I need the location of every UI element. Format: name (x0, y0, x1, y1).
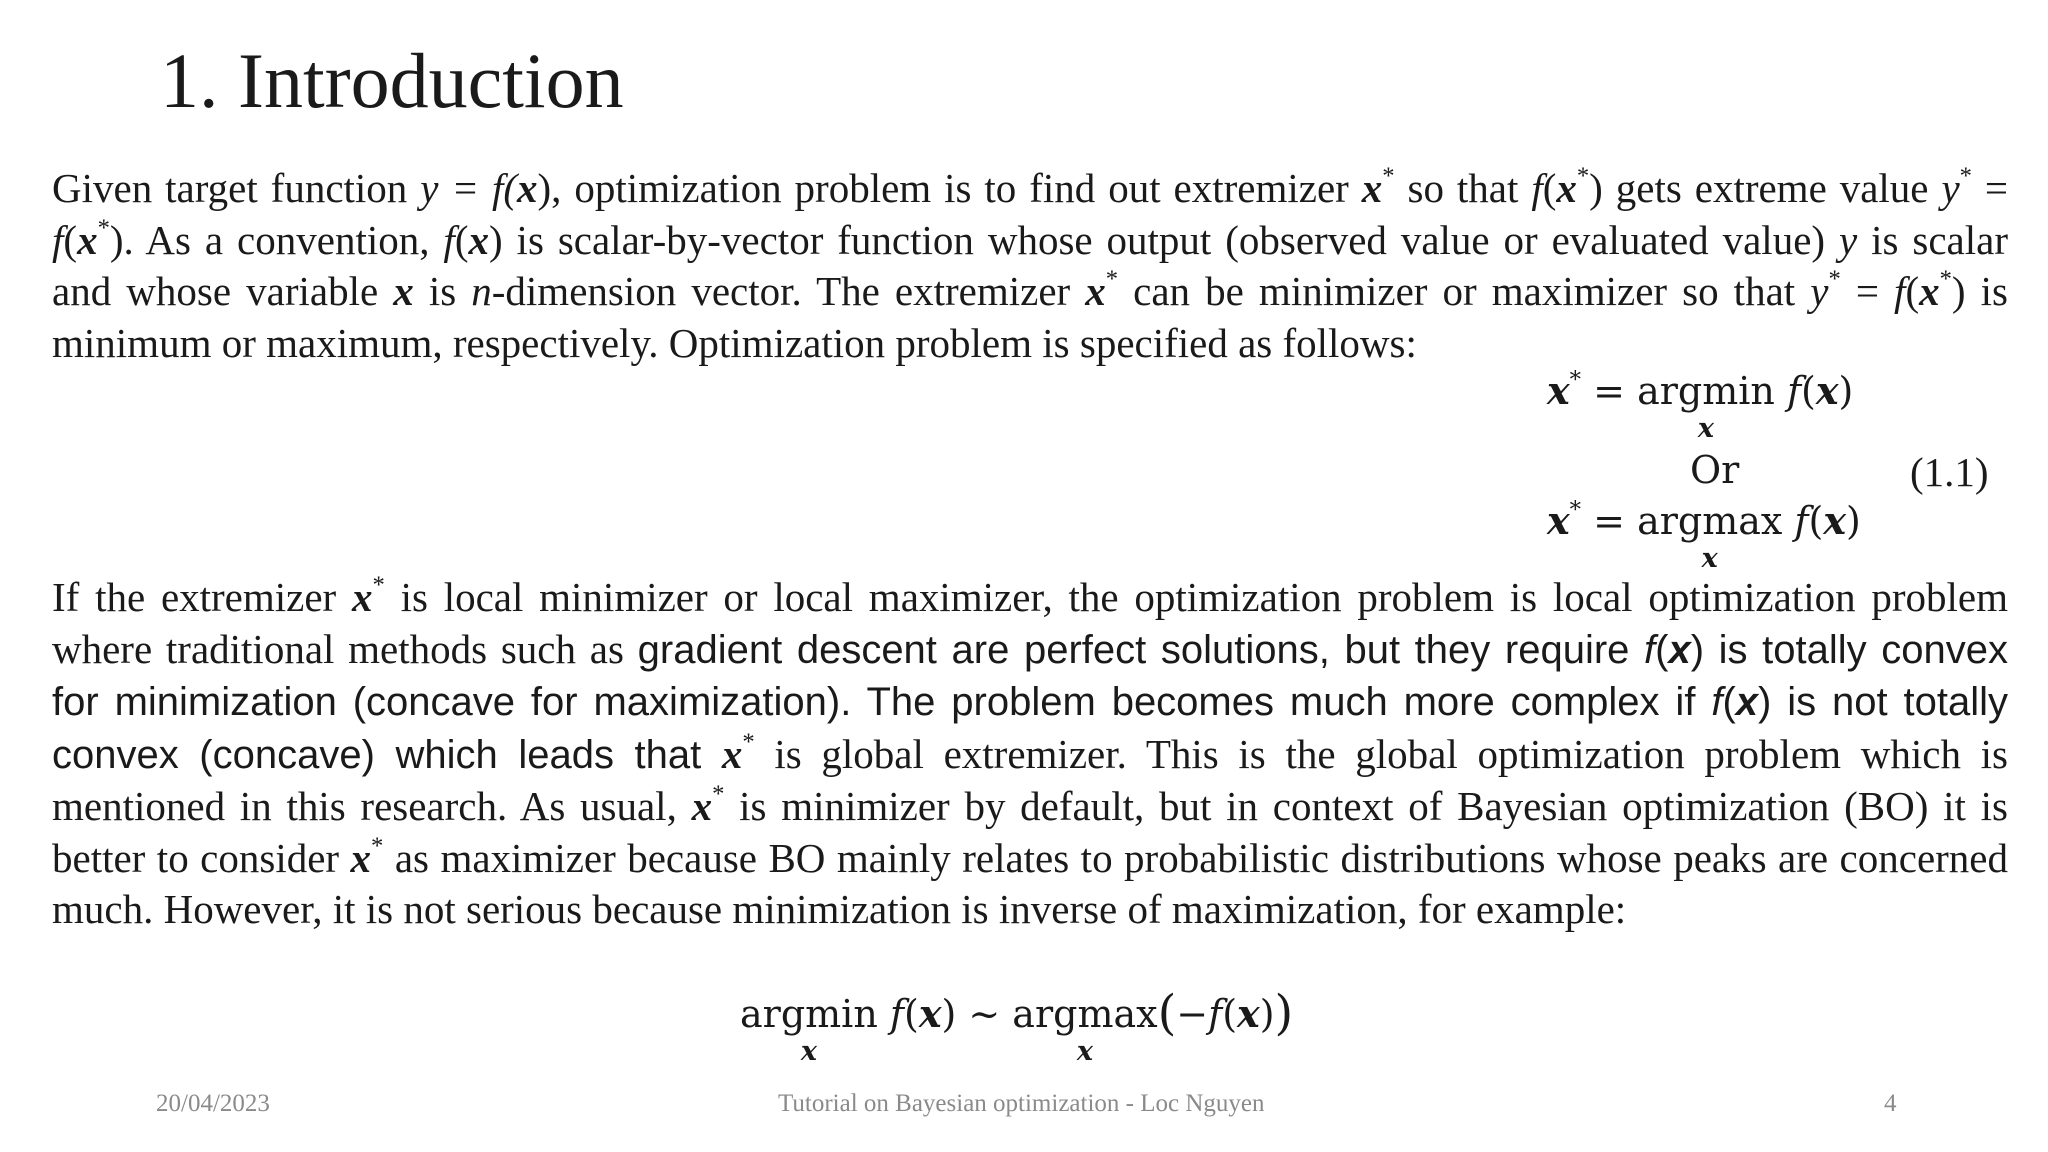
page-number: 4 (1884, 1090, 1897, 1117)
equation-argmax: x* = argmax x f(x) (1547, 496, 1861, 574)
global-optimization-paragraph: If the extremizer x* is local minimizer or local maximizer, the optimization problem is local optimization problem where traditional methods such as gradient descent are perfect solutions, but they require f(x) is totally convex for minimization (concave for maximization). The problem becomes much more complex if f(x) is not totally convex (concave) which leads that x* is global extremizer. This is the global optimization problem which is mentioned in this research. As usual, x* is minimizer by default, but in context of Bayesian optimization (BO) it is better to consider x* as maximizer because BO mainly relates to probabilistic distributions whose peaks are concerned much. However, it is not serious because minimization is inverse of maximization, for example: (52, 571, 2009, 932)
footer-date: 20/04/2023 (156, 1090, 270, 1117)
intro-paragraph: Given target function y = f(x), optimization problem is to find out extremizer x* so that f(x*) gets extreme value y* = f(x*). As a convention, f(x) is scalar-by-vector function whose output (observed value or evaluated value) y is scalar and whose variable x is n-dimension vector. The extremizer x* can be minimizer or maximizer so that y* = f(x*) is minimum or maximum, respectively. Optimization problem is specified as follows: (52, 162, 2008, 366)
equation-argmin: x* = argmin x f(x) (1547, 366, 1854, 444)
equation-or-label: Or (1690, 448, 1740, 492)
equation-argmin-argmax-equivalence: argmin x f(x) ~ argmax x (−f(x)) (740, 985, 1294, 1067)
slide-title: 1. Introduction (160, 37, 624, 124)
equation-number: (1.1) (1910, 449, 1989, 495)
footer-title: Tutorial on Bayesian optimization - Loc Nguyen (778, 1090, 1265, 1117)
